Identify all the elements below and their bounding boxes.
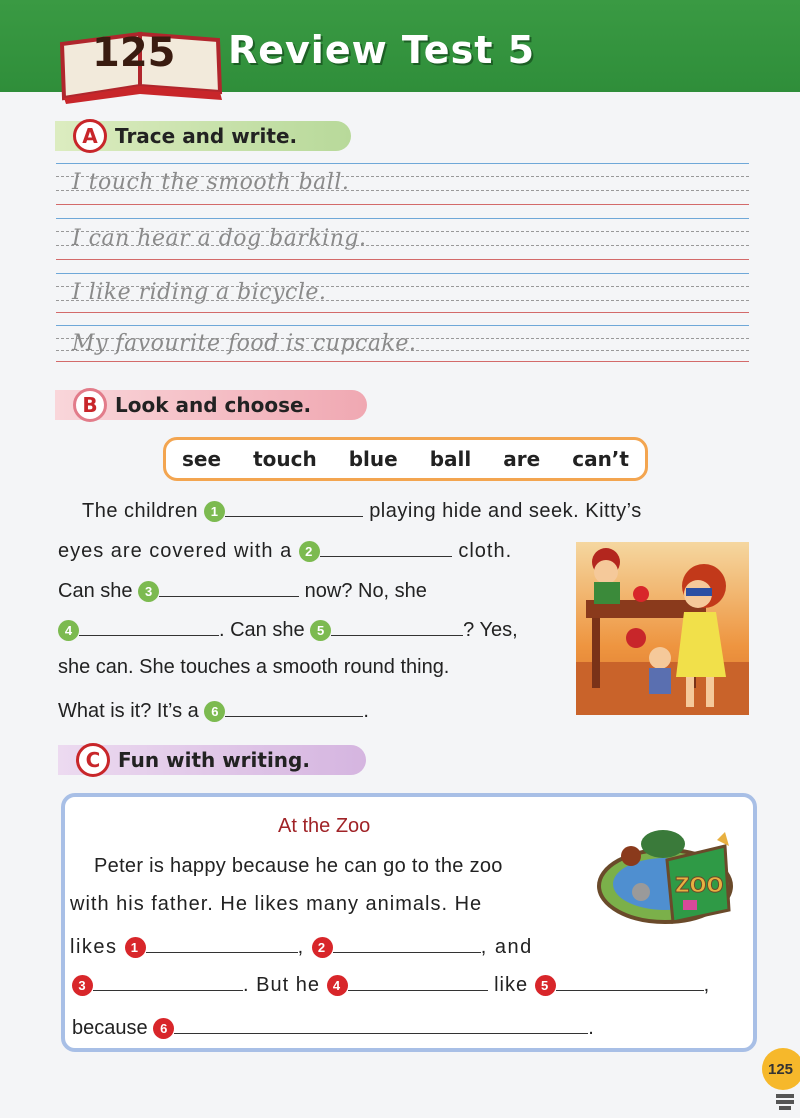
blank-number: 2 xyxy=(312,937,333,958)
word-bank-item: see xyxy=(182,447,222,471)
passage-text: . xyxy=(363,700,369,722)
passage-text: Can she xyxy=(58,580,133,602)
answer-blank[interactable] xyxy=(348,973,488,991)
answer-blank[interactable] xyxy=(331,618,463,636)
blank-number: 1 xyxy=(204,501,225,522)
blank-number: 5 xyxy=(535,975,556,996)
word-bank-item: touch xyxy=(253,447,317,471)
answer-blank[interactable] xyxy=(556,973,704,991)
section-c-letter: C xyxy=(76,743,110,777)
passage-text: What is it? It’s a xyxy=(58,700,199,722)
section-c-header xyxy=(58,745,366,775)
answer-blank[interactable] xyxy=(93,973,243,991)
passage-text: now? No, she xyxy=(304,580,427,602)
writing-line xyxy=(56,325,749,326)
trace-sentence-1[interactable]: I touch the smooth ball. xyxy=(72,170,350,195)
blank-number: 1 xyxy=(125,937,146,958)
passage-text: playing hide and seek. Kitty’s xyxy=(369,500,642,522)
answer-blank[interactable] xyxy=(225,499,363,517)
story-text: . xyxy=(588,1017,594,1039)
blank-number: 4 xyxy=(327,975,348,996)
passage-text: eyes are covered with a xyxy=(58,540,293,562)
answer-blank[interactable] xyxy=(159,579,299,597)
writing-line xyxy=(56,361,749,362)
passage-line-1 xyxy=(82,499,642,523)
story-line-1: Peter is happy because he can go to the zoo xyxy=(94,855,503,877)
story-text: likes xyxy=(70,936,118,958)
answer-blank[interactable] xyxy=(225,699,363,717)
section-b-header xyxy=(55,390,367,420)
page-number: 125 xyxy=(762,1048,800,1090)
story-text: like xyxy=(494,974,529,996)
answer-blank[interactable] xyxy=(174,1016,588,1034)
passage-line-4 xyxy=(58,618,518,642)
blank-number: 3 xyxy=(72,975,93,996)
passage-line-6 xyxy=(58,699,369,723)
section-a-header xyxy=(55,121,351,151)
passage-text: . Can she xyxy=(219,619,305,641)
passage-line-2 xyxy=(58,539,512,563)
word-bank-item: are xyxy=(503,447,541,471)
story-text: because xyxy=(72,1017,148,1039)
answer-blank[interactable] xyxy=(146,935,298,953)
story-text: , xyxy=(703,974,711,996)
answer-blank[interactable] xyxy=(79,618,219,636)
section-b-letter: B xyxy=(73,388,107,422)
story-text: , and xyxy=(480,936,533,958)
zoo-illustration xyxy=(597,826,737,926)
trace-sentence-2[interactable]: I can hear a dog barking. xyxy=(72,226,367,251)
lesson-number: 125 xyxy=(92,30,176,76)
blank-number: 5 xyxy=(310,620,331,641)
passage-line-5: she can. She touches a smooth round thing. xyxy=(58,656,450,678)
passage-line-3 xyxy=(58,579,427,603)
word-bank-item: ball xyxy=(429,447,472,471)
blank-number: 3 xyxy=(138,581,159,602)
answer-blank[interactable] xyxy=(320,539,452,557)
story-line-3 xyxy=(70,935,533,959)
hide-and-seek-illustration xyxy=(576,542,749,715)
passage-text: ? Yes, xyxy=(463,619,518,641)
writing-line xyxy=(56,218,749,219)
section-a-title: Trace and write. xyxy=(115,124,298,148)
blank-number: 4 xyxy=(58,620,79,641)
passage-text: The children xyxy=(82,500,199,522)
section-a-letter: A xyxy=(73,119,107,153)
blank-number: 6 xyxy=(153,1018,174,1039)
section-b-title: Look and choose. xyxy=(115,393,312,417)
blank-number: 2 xyxy=(299,541,320,562)
story-line-4 xyxy=(72,973,710,997)
blank-number: 6 xyxy=(204,701,225,722)
writing-line xyxy=(56,204,749,205)
page-title: Review Test 5 xyxy=(228,28,536,72)
word-bank xyxy=(163,437,648,481)
writing-line xyxy=(56,273,749,274)
lightbulb-icon xyxy=(774,1094,796,1114)
trace-sentence-3[interactable]: I like riding a bicycle. xyxy=(72,280,327,305)
writing-line xyxy=(56,163,749,164)
story-text: . But he xyxy=(243,974,320,996)
word-bank-item: can’t xyxy=(572,447,629,471)
writing-line xyxy=(56,259,749,260)
passage-text: cloth. xyxy=(458,540,513,562)
story-title: At the Zoo xyxy=(278,815,371,837)
answer-blank[interactable] xyxy=(333,935,481,953)
story-line-2: with his father. He likes many animals. He xyxy=(70,893,483,915)
trace-sentence-4[interactable]: My favourite food is cupcake. xyxy=(72,331,417,356)
word-bank-item: blue xyxy=(348,447,398,471)
section-c-title: Fun with writing. xyxy=(118,748,310,772)
story-text: , xyxy=(297,936,305,958)
story-line-5 xyxy=(72,1016,594,1040)
writing-line xyxy=(56,312,749,313)
zoo-sign-text: ZOO xyxy=(675,873,724,897)
